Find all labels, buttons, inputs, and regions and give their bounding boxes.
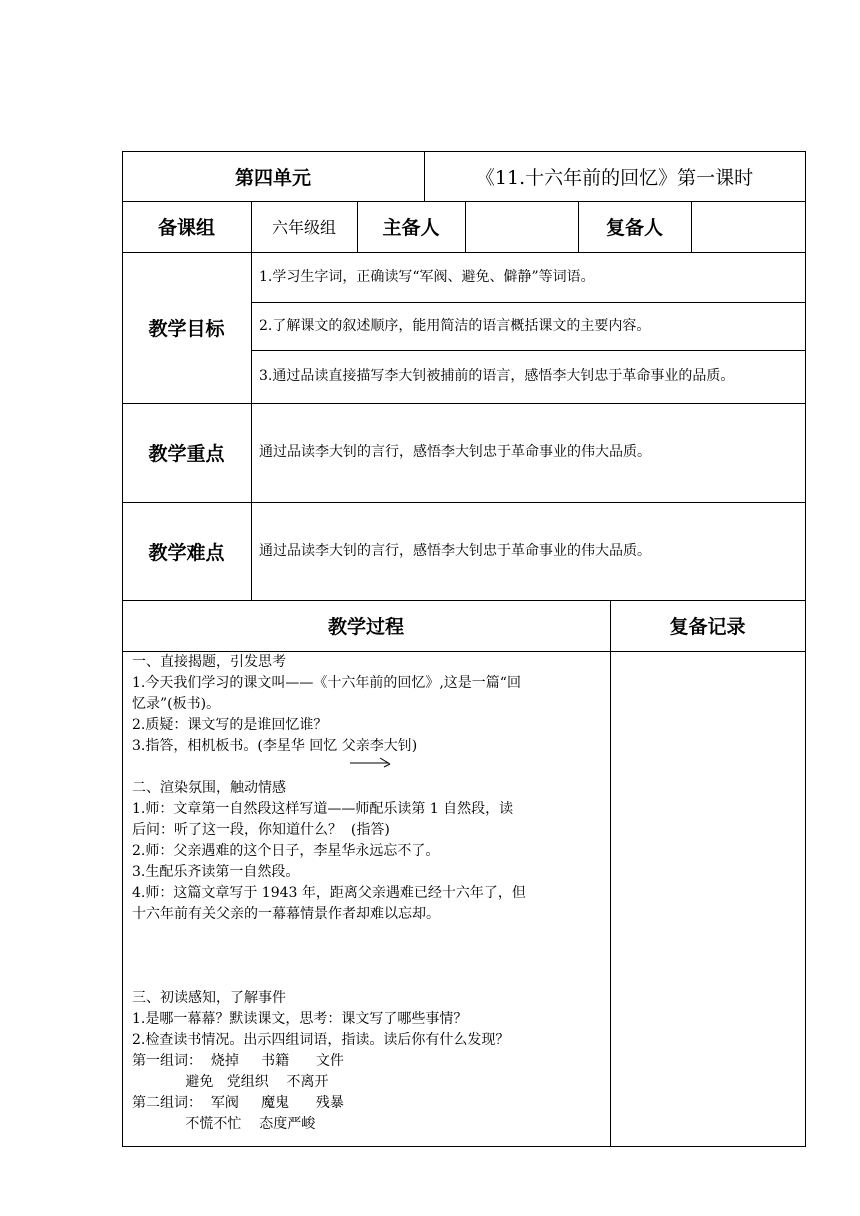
process-line: 十六年前有关父亲的一幕幕情景作者却难以忘却。 (132, 906, 440, 922)
process-line: 第一组词： 烧掉 书籍 文件 (132, 1053, 344, 1069)
process-line: 1.是哪一幕幕？默读课文，思考：课文写了哪些事情？ (132, 1011, 468, 1027)
process-line (132, 925, 604, 946)
process-body (132, 652, 604, 1135)
reviewer-label: 复备人 (605, 217, 663, 239)
prep-group-value: 六年级组 (271, 218, 336, 237)
difficulties-label: 教学难点 (148, 541, 225, 564)
key-points-text: 通过品读李大钊的言行，感悟李大钊忠于革命事业的伟大品质。 (259, 444, 651, 460)
goal-item: 2.了解课文的叙述顺序，能用简洁的语言概括课文的主要内容。 (259, 317, 651, 334)
goal-item: 3.通过品读直接描写李大钊被捕前的语言，感悟李大钊忠于革命事业的品质。 (259, 368, 735, 384)
key-points-label: 教学重点 (148, 443, 225, 465)
prep-group-label: 备课组 (157, 217, 215, 239)
difficulties-text: 通过品读李大钊的言行，感悟李大钊忠于革命事业的伟大品质。 (259, 542, 651, 559)
process-line: 1.今天我们学习的课文叫——《十六年前的回忆》,这是一篇“回 (132, 675, 521, 691)
process-line: 1.师：文章第一自然段这样写道——师配乐读第 1 自然段，读 (132, 801, 514, 817)
process-label: 教学过程 (327, 616, 404, 638)
process-line: 后问：听了这一段，你知道什么？ (指答) (132, 822, 390, 838)
process-line: 3.生配乐齐读第一自然段。 (132, 864, 300, 880)
process-line: 2.师：父亲遇难的这个日子，李星华永远忘不了。 (132, 843, 440, 859)
lead-preparer-label: 主备人 (382, 217, 440, 239)
arrow-icon (348, 752, 396, 768)
reviewer-value (691, 201, 805, 252)
process-line: 二、渲染氛围，触动情感 (132, 780, 286, 796)
process-line: 第二组词： 军阀 魔鬼 残暴 (132, 1095, 344, 1111)
lead-preparer-value (465, 201, 578, 252)
process-line: 不慌不忙 态度严峻 (132, 1116, 316, 1132)
goal-item: 1.学习生字词，正确读写“军阀、避免、僻静”等词语。 (259, 268, 595, 285)
table-line (122, 1146, 806, 1147)
process-line: 2.检查读书情况。出示四组词语，指读。读后你有什么发现？ (132, 1032, 510, 1048)
lesson-title: 《11.十六年前的回忆》第一课时 (475, 166, 754, 189)
goals-label: 教学目标 (148, 318, 225, 340)
process-line: 3.指答，相机板书。(李星华 回忆 父亲李大钊) (132, 738, 418, 754)
process-line: 一、直接揭题，引发思考 (132, 654, 286, 670)
unit-title: 第四单元 (234, 166, 311, 189)
process-line: 三、初读感知，了解事件 (132, 990, 286, 1006)
table-line (805, 151, 806, 1147)
process-line: 忆录”(板书)。 (132, 696, 221, 712)
table-line (610, 600, 611, 1147)
process-line: 4.师：这篇文章写于 1943 年，距离父亲遇难已经十六年了，但 (132, 885, 526, 901)
process-line: 避免 党组织 不离开 (132, 1074, 329, 1090)
process-line (132, 967, 604, 988)
review-record-label: 复备记录 (669, 616, 746, 638)
process-line (132, 946, 604, 967)
process-line: 2.质疑：课文写的是谁回忆谁？ (132, 717, 328, 733)
